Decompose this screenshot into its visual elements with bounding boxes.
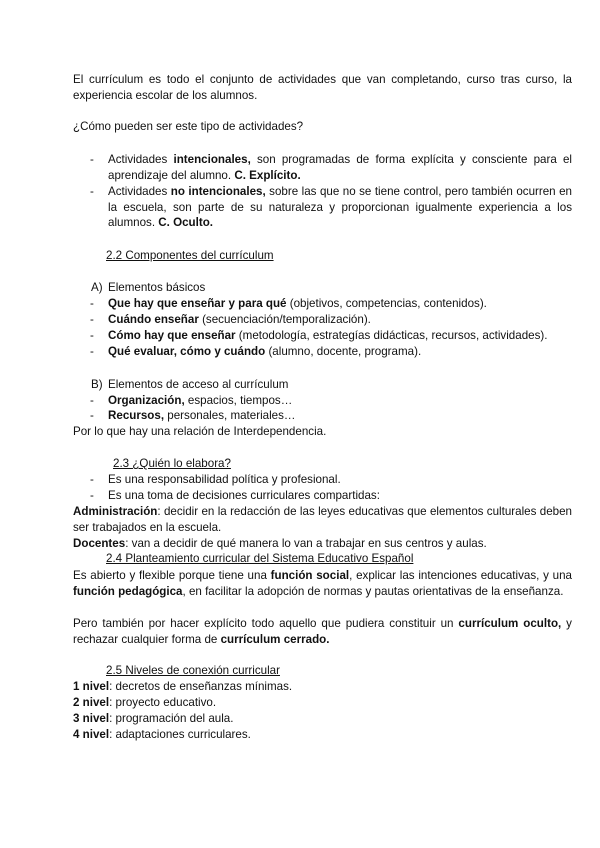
access-element-item: Recursos, personales, materiales… xyxy=(108,409,296,422)
intro-question: ¿Cómo pueden ser este tipo de actividades? xyxy=(73,120,304,133)
hidden-curriculum-paragraph: Pero también por hacer explícito todo aquello que pudiera constituir un currículum oculto, y rechazar cualquier forma de currículum cerrado. xyxy=(73,617,572,646)
docentes-paragraph: Docentes: van a decidir de qué manera lo van a trabajar en sus centros y aulas. xyxy=(73,537,487,550)
who-item: Es una responsabilidad política y profesional. xyxy=(108,473,341,486)
section-heading-2-4: 2.4 Planteamiento curricular del Sistema Educativo Español xyxy=(106,552,414,565)
dash-bullet: - xyxy=(90,185,94,198)
intro-paragraph: El currículum es todo el conjunto de actividades que van completando, curso tras curso, la experiencia escolar de los alumnos. xyxy=(73,73,572,102)
administracion-paragraph: Administración: decidir en la redacción de las leyes educativas que elementos culturales deben ser trabajados en la escuela. xyxy=(73,505,572,534)
dash-bullet: - xyxy=(90,313,94,326)
level-item: 1 nivel: decretos de enseñanzas mínimas. xyxy=(73,680,293,693)
section-heading-2-3: 2.3 ¿Quién lo elabora? xyxy=(113,457,231,470)
basic-element-item: Cómo hay que enseñar (metodología, estrategías didácticas, recursos, actividades). xyxy=(108,329,548,342)
interdependence-note: Por lo que hay una relación de Interdependencia. xyxy=(73,425,327,438)
dash-bullet: - xyxy=(90,153,94,166)
list-title-a: Elementos básicos xyxy=(108,281,206,294)
section-heading-2-2: 2.2 Componentes del currículum xyxy=(106,249,274,262)
dash-bullet: - xyxy=(90,329,94,342)
dash-bullet: - xyxy=(90,409,94,422)
basic-element-item: Cuándo enseñar (secuenciación/temporalización). xyxy=(108,313,371,326)
level-item: 2 nivel: proyecto educativo. xyxy=(73,696,217,709)
open-flexible-paragraph: Es abierto y flexible porque tiene una función social, explicar las intenciones educativas, y una función pedagógica, en facilitar la adopción de normas y pautas orientativas de la enseñanza. xyxy=(73,569,572,598)
dash-bullet: - xyxy=(90,345,94,358)
basic-element-item: Qué evaluar, cómo y cuándo (alumno, docente, programa). xyxy=(108,345,422,358)
activity-non-intentional: Actividades no intencionales, sobre las que no se tiene control, pero también ocurren en la escuela, son parte de su naturaleza y proporcionan igualmente experiencia a los alumnos. C. Oculto. xyxy=(108,185,572,229)
list-title-b: Elementos de acceso al currículum xyxy=(108,378,289,391)
basic-element-item: Que hay que enseñar y para qué (objetivos, competencias, contenidos). xyxy=(108,297,487,310)
dash-bullet: - xyxy=(90,489,94,502)
list-label-a: A) xyxy=(91,281,103,294)
list-label-b: B) xyxy=(91,378,103,391)
who-item: Es una toma de decisiones curriculares compartidas: xyxy=(108,489,380,502)
dash-bullet: - xyxy=(90,394,94,407)
access-element-item: Organización, espacios, tiempos… xyxy=(108,394,293,407)
section-heading-2-5: 2.5 Niveles de conexión curricular xyxy=(106,664,280,677)
level-item: 3 nivel: programación del aula. xyxy=(73,712,234,725)
activity-intentional: Actividades intencionales, son programadas de forma explícita y consciente para el aprendizaje del alumno. C. Explícito. xyxy=(108,153,572,182)
dash-bullet: - xyxy=(90,297,94,310)
level-item: 4 nivel: adaptaciones curriculares. xyxy=(73,728,251,741)
dash-bullet: - xyxy=(90,473,94,486)
